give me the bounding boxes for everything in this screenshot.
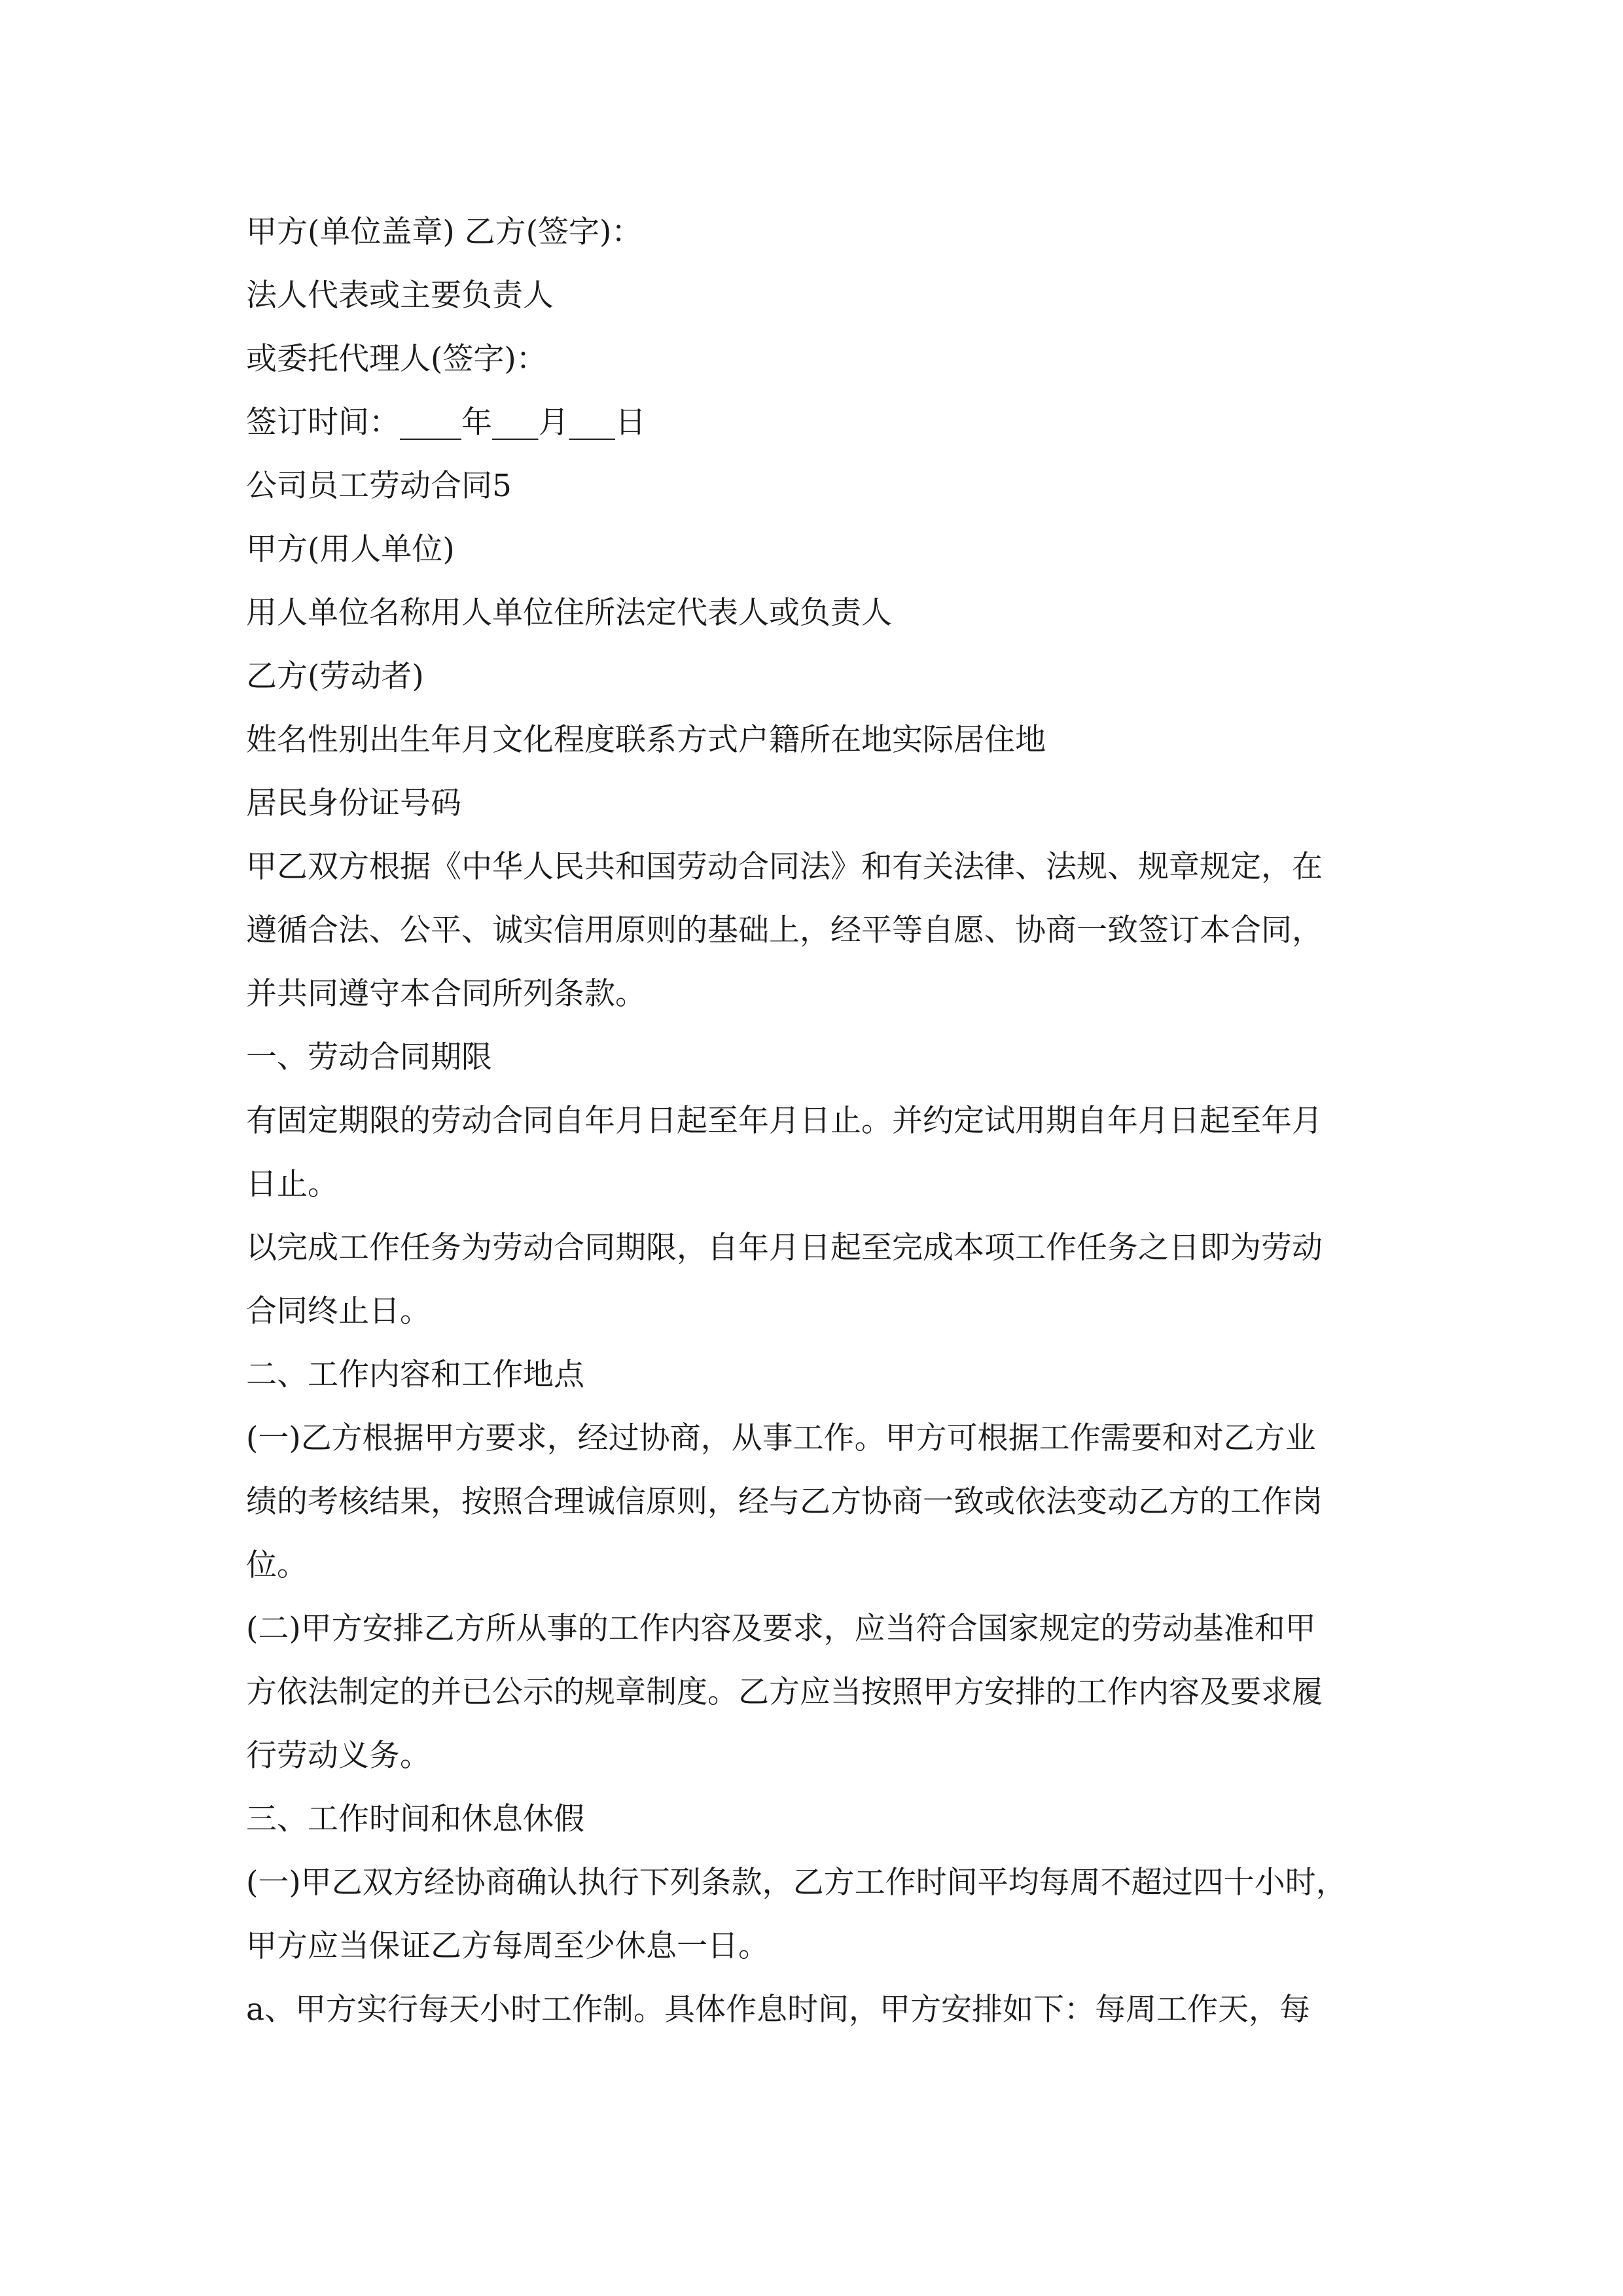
preamble-line-1: 甲乙双方根据《中华人民共和国劳动合同法》和有关法律、法规、规章规定，在 [246, 849, 1323, 885]
signature-parties-line: 甲方(单位盖章) 乙方(签字)： [246, 214, 643, 250]
section-3-item-1-line-1: (一)甲乙双方经协商确认执行下列条款，乙方工作时间平均每周不超过四十小时， [246, 1865, 1347, 1901]
authorized-agent-line: 或委托代理人(签字)： [246, 341, 547, 377]
section-3-item-a-line-1: a、甲方实行每天小时工作制。具体作息时间，甲方安排如下：每周工作天，每 [246, 1992, 1311, 2028]
section-2-item-2-line-3: 行劳动义务。 [246, 1738, 431, 1774]
section-3-item-1-line-2: 甲方应当保证乙方每周至少休息一日。 [246, 1928, 769, 1964]
section-2-item-2-line-1: (二)甲方安排乙方所从事的工作内容及要求，应当符合国家规定的劳动基准和甲 [246, 1611, 1316, 1647]
preamble-line-2: 遵循合法、公平、诚实信用原则的基础上，经平等自愿、协商一致签订本合同， [246, 912, 1323, 948]
contract-title: 公司员工劳动合同5 [246, 468, 512, 504]
legal-representative-line: 法人代表或主要负责人 [246, 278, 554, 314]
section-1-line-2: 日止。 [246, 1166, 338, 1202]
section-2-heading: 二、工作内容和工作地点 [246, 1357, 584, 1393]
party-a-heading: 甲方(用人单位) [246, 531, 455, 567]
section-1-line-4: 合同终止日。 [246, 1293, 431, 1329]
section-2-item-2-line-2: 方依法制定的并已公示的规章制度。乙方应当按照甲方安排的工作内容及要求履 [246, 1674, 1323, 1710]
section-1-heading: 一、劳动合同期限 [246, 1039, 492, 1075]
employer-fields-line: 用人单位名称用人单位住所法定代表人或负责人 [246, 595, 892, 631]
section-1-line-3: 以完成工作任务为劳动合同期限，自年月日起至完成本项工作任务之日即为劳动 [246, 1230, 1323, 1266]
section-2-item-1-line-2: 绩的考核结果，按照合理诚信原则，经与乙方协商一致或依法变动乙方的工作岗 [246, 1484, 1323, 1520]
section-1-line-1: 有固定期限的劳动合同自年月日起至年月日止。并约定试用期自年月日起至年月 [246, 1103, 1323, 1139]
id-number-line: 居民身份证号码 [246, 785, 461, 821]
section-2-item-1-line-1: (一)乙方根据甲方要求，经过协商，从事工作。甲方可根据工作需要和对乙方业 [246, 1420, 1316, 1456]
party-b-heading: 乙方(劳动者) [246, 658, 424, 694]
signing-date-line: 签订时间：____年___月___日 [246, 404, 646, 440]
section-2-item-1-line-3: 位。 [246, 1547, 308, 1583]
employee-fields-line: 姓名性别出生年月文化程度联系方式户籍所在地实际居住地 [246, 722, 1046, 758]
contract-text [246, 200, 1390, 2041]
section-3-heading: 三、工作时间和休息休假 [246, 1801, 584, 1837]
preamble-line-3: 并共同遵守本合同所列条款。 [246, 976, 646, 1012]
